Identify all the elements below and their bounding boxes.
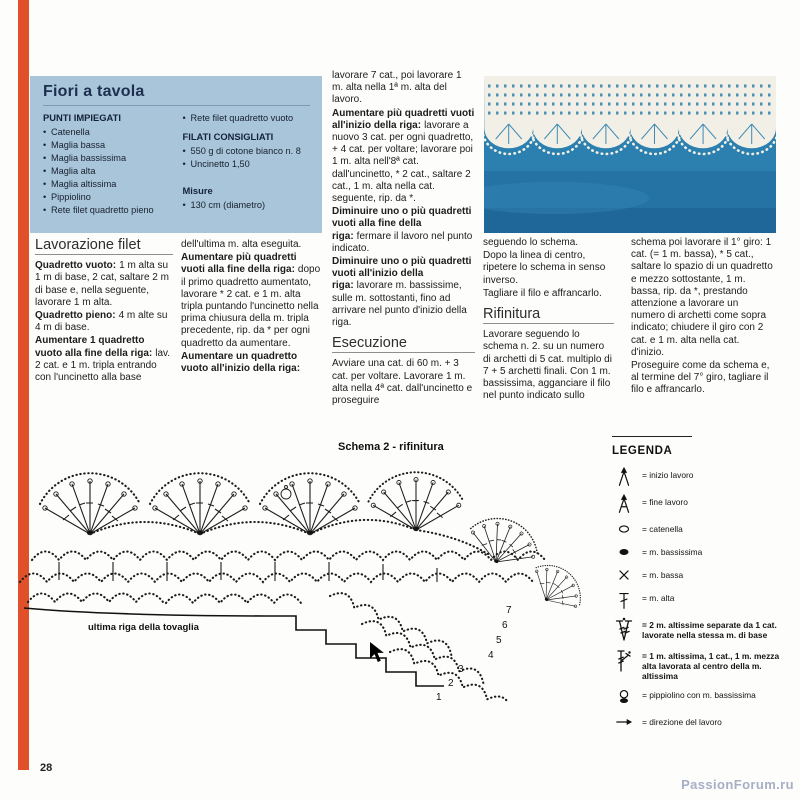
maglia-altissima-mezza-alta-icon — [612, 647, 636, 673]
paragraph: Aumentare più quadretti vuoti alla fine della riga: dopo il primo quadretto aumentato, lavorare * 2 cat. e 1 m. alta tripla puntando l'uncinetto nella prima chiusura della m. tripla precedente, rip. da * per ogni quadretto da aumentare. — [181, 252, 321, 349]
legend-entry: = fine lavoro — [612, 493, 794, 515]
lace-photo — [484, 76, 776, 233]
attach-point-arrow — [370, 642, 384, 662]
paragraph: Quadretto vuoto: 1 m alta su 1 m di base, 2 cat, saltare 2 m di base e, nella seguente, lavorare 1 m alta. — [35, 260, 169, 308]
list-item: • Uncinetto 1,50 — [183, 158, 311, 171]
legend — [612, 436, 794, 736]
paragraph: Lavorare seguendo lo schema n. 2. su un numero di archetti di 5 cat. multiplo di 7 + 5 archetti finali. Con 1 m. bassissima, agganciare il filo nel punto indicato sullo — [483, 329, 612, 402]
list-item: • Pippiolino — [43, 191, 171, 204]
paragraph: Diminuire uno o più quadretti vuoti alla fine della riga: fermare il lavoro nel punto indicato. — [332, 206, 473, 254]
paragraph: Proseguire come da schema e, al termine del 7° giro, tagliare il filo e affrancarlo. — [631, 360, 770, 396]
legend-entry: = direzione del lavoro — [612, 713, 794, 731]
inizio-lavoro-icon — [612, 466, 636, 488]
list-item: • Maglia altissima — [43, 178, 171, 191]
filati-consigliati-heading: FILATI CONSIGLIATI — [182, 131, 274, 142]
direzione-lavoro-icon — [612, 713, 636, 731]
legend-entry: = 1 m. altissima, 1 cat., 1 m. mezza alta lavorata al centro della m. altissima — [612, 647, 794, 681]
text-column-3 — [332, 70, 475, 408]
paragraph: Quadretto pieno: 4 m alte su 4 m di base. — [35, 310, 168, 334]
punti-impiegati-heading: PUNTI IMPIEGATI — [43, 112, 121, 123]
paragraph: Diminuire uno o più quadretti vuoti all'inizio della riga: lavorare m. bassissime, sulle m. sottostanti, fino ad arrivare nel punto d'inizio della riga. — [332, 256, 472, 329]
legend-entry: = m. alta — [612, 589, 794, 611]
paragraph: Tagliare il filo e affrancarlo. — [483, 287, 602, 299]
maglia-bassissima-icon — [612, 543, 636, 561]
paragraph: dell'ultima m. alta eseguita. — [181, 239, 302, 250]
paragraph: lavorare 7 cat., poi lavorare 1 m. alta nella 1ª m. alta del lavoro. — [332, 70, 462, 106]
maglia-bassa-icon — [612, 566, 636, 584]
legend-entry: = pippiolino con m. bassissima — [612, 686, 794, 708]
list-item: • Rete filet quadretto pieno — [43, 204, 171, 217]
list-item: • Maglia alta — [43, 165, 171, 178]
baseline-label: ultima riga della tovaglia — [88, 622, 199, 633]
lace-photo-image — [484, 76, 776, 233]
list-item: • Maglia bassa — [43, 139, 171, 152]
info-box-column-b — [183, 112, 311, 217]
text-column-5 — [631, 237, 773, 398]
paragraph: Avviare una cat. di 60 m. + 3 cat. per voltare. Lavorare 1 m. alta nella 4ª cat. dall'uncinetto e proseguire — [332, 358, 473, 407]
rifinitura-heading: Rifinitura — [483, 308, 614, 324]
list-item: • Rete filet quadretto vuoto — [183, 112, 311, 125]
watermark: PassionForum.ru — [681, 777, 794, 792]
legend-entry: = m. bassissima — [612, 543, 794, 561]
misure-heading: Misure — [182, 185, 213, 196]
row-number: 1 — [436, 692, 442, 702]
page-number: 28 — [40, 762, 53, 774]
info-box — [30, 76, 322, 233]
row-number: 6 — [502, 620, 508, 631]
row-number: 4 — [488, 650, 494, 661]
legend-entry: = m. bassa — [612, 566, 794, 584]
row-number: 7 — [506, 605, 512, 616]
row-number: 5 — [496, 635, 502, 646]
row-number: 3 — [458, 664, 464, 675]
paragraph: seguendo lo schema. — [483, 237, 579, 248]
esecuzione-heading: Esecuzione — [332, 337, 475, 353]
legend-rule — [612, 436, 692, 437]
article-title: Fiori a tavola — [43, 83, 310, 106]
list-item: • 550 g di cotone bianco n. 8 — [183, 145, 311, 158]
maglia-alta-icon — [612, 589, 636, 611]
list-item: • Maglia bassissima — [43, 152, 171, 165]
legend-entry: = catenella — [612, 520, 794, 538]
list-item: • 130 cm (diametro) — [183, 199, 311, 212]
due-maglie-altissime-icon — [612, 616, 636, 642]
crochet-schema-diagram — [18, 450, 593, 702]
text-column-1 — [35, 239, 173, 385]
info-box-column-a — [43, 112, 171, 217]
fine-lavoro-icon — [612, 493, 636, 515]
list-item: • Catenella — [43, 126, 171, 139]
paragraph: Aumentare più quadretti vuoti all'inizio della riga: lavorare a nuovo 3 cat. per ogni quadretto, + 4 cat. per voltare; lavorare poi 1 m. alta nell'8ª cat. dall'uncinetto, * 2 cat., saltare 2 cat., 1 m. alta nella cat. seguente, rip. da *. — [332, 107, 475, 205]
text-column-4 — [483, 237, 614, 403]
paragraph: Aumentare 1 quadretto vuoto alla fine della riga: lav. 2 cat. e 1 m. tripla entrando con l'uncinetto alla base — [35, 335, 171, 384]
legend-entry: = inizio lavoro — [612, 466, 794, 488]
lavorazione-filet-heading: Lavorazione filet — [35, 239, 173, 255]
text-column-2 — [181, 239, 321, 376]
paragraph: schema poi lavorare il 1° giro: 1 cat. (= 1 m. bassa), * 5 cat., saltare lo spazio di un quadretto e mezzo sottostante, 1 m. bassa, rip. da *, prestando attenzione a lavorare un numero di archetti come sopra indicato; chiudere il giro con 2 cat. e 1 m. alta nella cat. d'inizio. — [631, 237, 773, 358]
row-number: 2 — [448, 678, 454, 689]
schema-caption: Schema 2 - rifinitura — [338, 441, 444, 453]
legend-heading: LEGENDA — [612, 445, 673, 457]
legend-entry: = 2 m. altissime separate da 1 cat. lavorate nella stessa m. di base — [612, 616, 794, 642]
paragraph: Dopo la linea di centro, ripetere lo schema in senso inverso. — [483, 250, 606, 286]
pippiolino-icon — [612, 686, 636, 708]
catenella-icon — [612, 520, 636, 538]
paragraph: Aumentare un quadretto vuoto all'inizio della riga: — [181, 350, 301, 375]
